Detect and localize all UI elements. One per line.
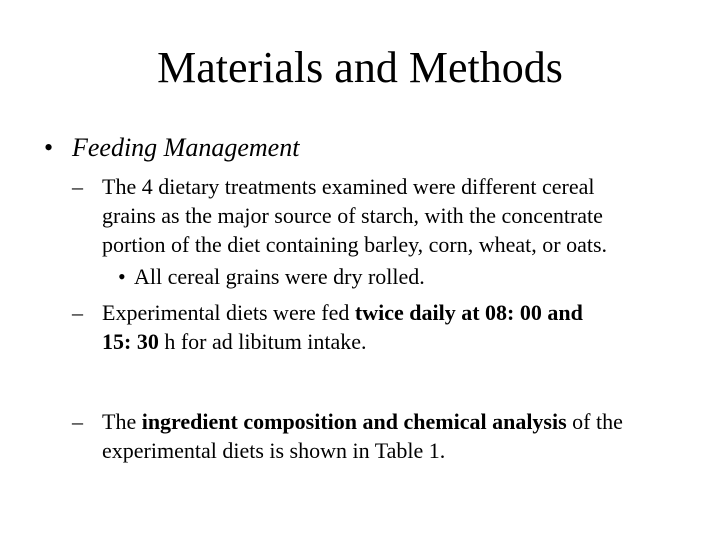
bullet-icon: •	[44, 133, 54, 162]
sub-item-text: All cereal grains were dry rolled.	[134, 264, 425, 289]
item-text-line: experimental diets is shown in Table 1.	[102, 438, 446, 463]
item-text-line: grains as the major source of starch, with the concentrate	[102, 203, 603, 228]
dash-icon: –	[72, 300, 83, 325]
item-text: h for ad libitum intake.	[158, 329, 367, 354]
item-bold-text: 15: 30	[102, 329, 159, 354]
item-bold-text: ingredient composition and chemical analysis	[141, 409, 567, 434]
item-text: Experimental diets were fed	[102, 300, 355, 325]
dash-icon: –	[72, 409, 83, 434]
item-text-line	[102, 327, 367, 356]
item-text-line	[102, 407, 623, 436]
bullet-icon: •	[118, 264, 126, 289]
section-heading-text: Feeding Management	[72, 133, 300, 162]
item-text-line: The 4 dietary treatments examined were different cereal	[102, 174, 595, 199]
slide-title: Materials and Methods	[157, 43, 563, 92]
dash-icon: –	[72, 174, 83, 199]
item-bold-text: twice daily at 08: 00 and	[354, 300, 583, 325]
item-text-line	[102, 298, 583, 327]
item-text-line: portion of the diet containing barley, corn, wheat, or oats.	[102, 232, 608, 257]
item-text: of the	[566, 409, 623, 434]
item-text: The	[102, 409, 142, 434]
